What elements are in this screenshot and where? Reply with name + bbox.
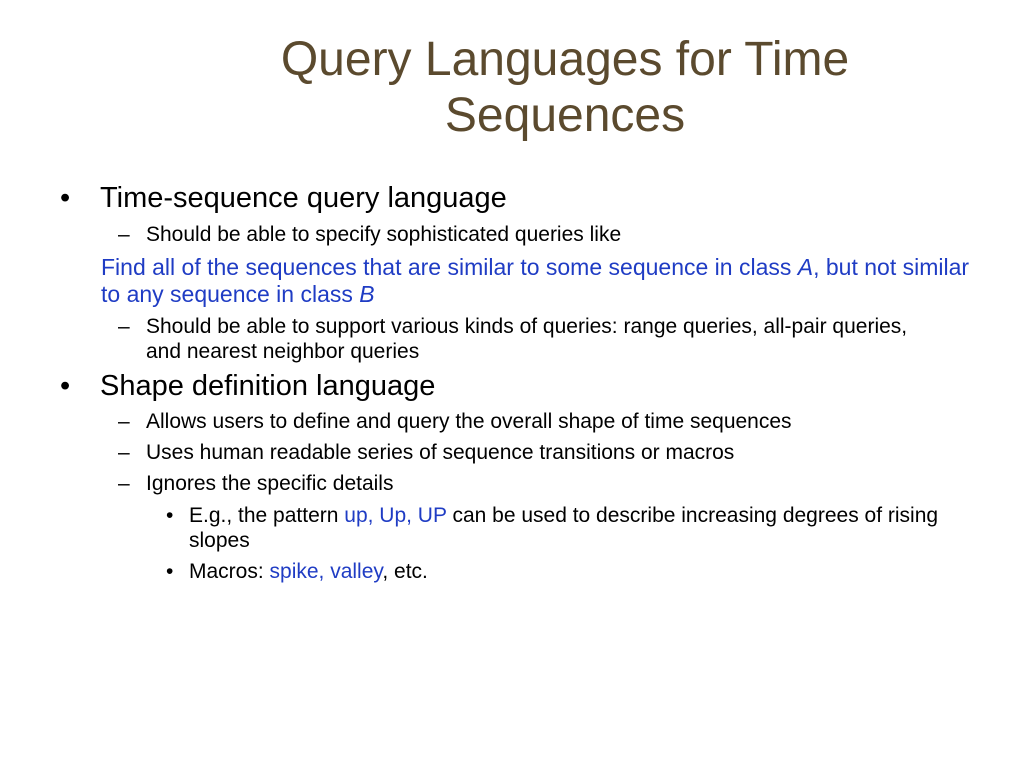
example-class-b: B xyxy=(359,281,375,307)
example-part-1: Find all of the sequences that are similar to some sequence in class xyxy=(101,254,798,280)
slide-title xyxy=(150,32,980,144)
bullet-text: Shape definition language xyxy=(100,370,436,402)
sub-sub-bullet-text xyxy=(189,503,949,553)
dot-marker: • xyxy=(166,560,174,583)
dash-marker: – xyxy=(118,315,130,338)
example-part-2: , but not similar to any sequence in class xyxy=(101,254,970,307)
dot-marker: • xyxy=(166,504,174,527)
example-class-a: A xyxy=(797,254,814,280)
sub-bullet-text: Allows users to define and query the overall shape of time sequences xyxy=(146,410,792,433)
dash-marker: – xyxy=(118,441,130,464)
pattern-suffix: can be used to describe increasing degrees of rising slopes xyxy=(189,504,939,552)
sub-bullet-text: Ignores the specific details xyxy=(146,472,394,495)
macros-suffix: , etc. xyxy=(382,560,428,583)
bullet-marker: • xyxy=(60,182,71,214)
bullet-text: Time-sequence query language xyxy=(100,182,507,214)
dash-marker: – xyxy=(118,223,130,246)
example-query-text xyxy=(101,254,981,308)
slide-title-line-1: Query Languages for Time xyxy=(280,33,850,86)
pattern-highlight: up, Up, UP xyxy=(344,504,447,527)
sub-bullet-text: Uses human readable series of sequence transitions or macros xyxy=(146,441,735,464)
slide-title-line-2: Sequences xyxy=(444,89,686,142)
dash-marker: – xyxy=(118,410,130,433)
pattern-prefix: E.g., the pattern xyxy=(189,504,345,527)
sub-sub-bullet-text xyxy=(189,559,949,584)
macros-prefix: Macros: xyxy=(189,560,270,583)
sub-bullet-text: Should be able to specify sophisticated queries like xyxy=(146,223,622,246)
dash-marker: – xyxy=(118,472,130,495)
sub-bullet-text: Should be able to support various kinds of queries: range queries, all-pair queries, and nearest neighbor queries xyxy=(146,315,908,363)
macros-highlight: spike, valley xyxy=(269,560,383,583)
bullet-marker: • xyxy=(60,370,71,402)
